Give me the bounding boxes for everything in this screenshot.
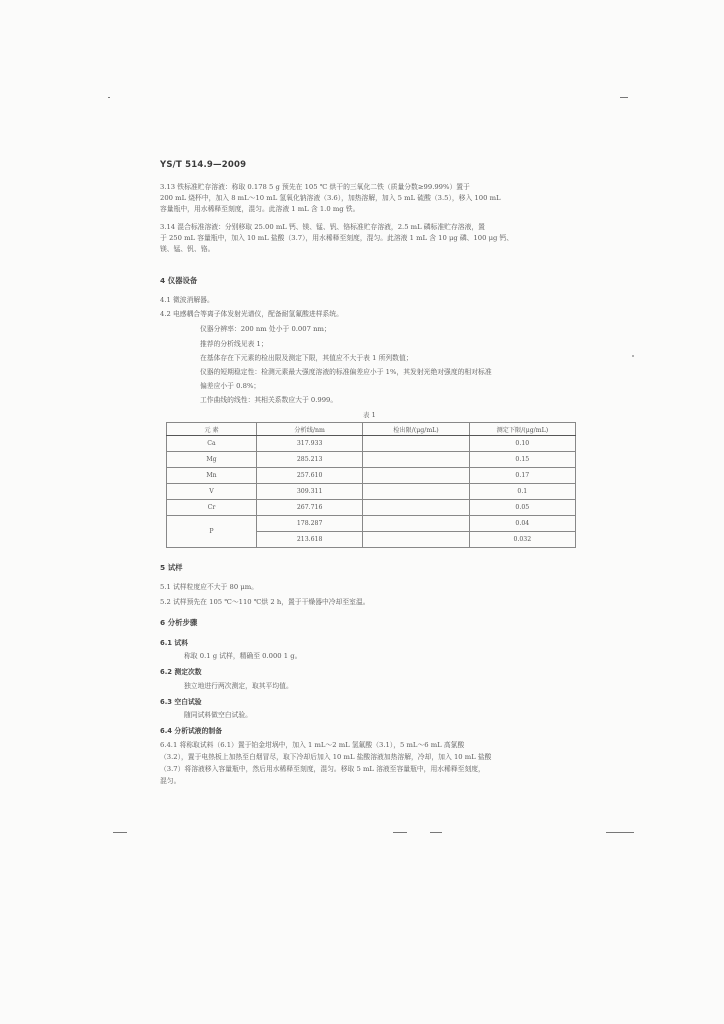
- table-cell: V: [167, 484, 257, 500]
- para-4-2: 4.2 电感耦合等离子体发射光谱仪，配备耐氢氟酸进样系统。: [160, 310, 343, 318]
- table-header-cell: 检出限/(μg/mL): [363, 423, 469, 436]
- table-cell: 0.10: [469, 436, 575, 452]
- table-cell: 0.05: [469, 500, 575, 516]
- scan-mark: [108, 97, 110, 98]
- subsection-6-2: 6.2 测定次数: [160, 668, 202, 676]
- section-5-title: 5 试样: [160, 563, 183, 572]
- scan-mark: [606, 832, 634, 833]
- table-cell: 0.04: [469, 516, 575, 532]
- para-6-4-1-line3: （3.7）将溶液移入容量瓶中，然后用水稀释至刻度，混匀。移取 5 mL 溶液至容量瓶中，用水稀释至刻度，: [160, 765, 485, 773]
- table-row: [167, 468, 576, 484]
- para-3-13-line2: 200 mL 烧杯中，加入 8 mL～10 mL 氢氧化钠溶液（3.6），加热溶解，加入 5 mL 硫酸（3.5），移入 100 mL: [160, 194, 501, 202]
- para-6-4-1-line2: （3.2），置于电热板上加热至白烟冒尽，取下冷却后加入 10 mL 盐酸溶液加热溶解，冷却，加入 10 mL 盐酸: [160, 753, 492, 761]
- scan-mark: [113, 832, 127, 833]
- table-cell: 178.287: [256, 516, 362, 532]
- table-cell: 0.032: [469, 532, 575, 548]
- para-3-14-line1: 3.14 混合标准溶液：分别移取 25.00 mL 钙、镁、锰、钒、铬标准贮存溶液，2.5 mL 磷标准贮存溶液，置: [160, 223, 485, 231]
- table-cell: [363, 468, 469, 484]
- para-6-4-1-tail: 混匀。: [160, 777, 181, 785]
- table-cell: 0.17: [469, 468, 575, 484]
- table-cell: [363, 436, 469, 452]
- table-header-cell: 分析线/nm: [256, 423, 362, 436]
- subsection-6-1: 6.1 试料: [160, 639, 189, 647]
- table-cell: Mg: [167, 452, 257, 468]
- para-6-3: 随同试料做空白试验。: [184, 711, 252, 719]
- instrument-item: 仪器分辨率：200 nm 处小于 0.007 nm；: [200, 325, 331, 333]
- para-6-4-1-line1: 6.4.1 将称取试料（6.1）置于铂金坩埚中，加入 1 mL～2 mL 氢氟酸（3.1），5 mL～6 mL 高氯酸: [160, 741, 465, 749]
- table-row: [167, 436, 576, 452]
- scan-mark: [393, 832, 407, 833]
- table-cell: 0.15: [469, 452, 575, 468]
- instrument-item: 在基体存在下元素的检出限及测定下限，其值应不大于表 1 所列数值；: [200, 354, 413, 362]
- instrument-item: 偏差应小于 0.8%；: [200, 382, 261, 390]
- table-cell: [363, 516, 469, 532]
- table-cell: Cr: [167, 500, 257, 516]
- table-cell: P: [167, 516, 257, 548]
- subsection-6-3: 6.3 空白试验: [160, 698, 202, 706]
- table-cell: 309.311: [256, 484, 362, 500]
- para-3-14-line3: 镁、锰、钒、铬。: [160, 245, 215, 253]
- table-row: [167, 484, 576, 500]
- table-cell: [363, 484, 469, 500]
- section-4-title: 4 仪器设备: [160, 276, 198, 285]
- table-cell: 0.1: [469, 484, 575, 500]
- scan-mark: [620, 97, 628, 98]
- scan-dot: [632, 355, 634, 357]
- instrument-item: 推荐的分析线见表 1；: [200, 340, 268, 348]
- section-6-title: 6 分析步骤: [160, 618, 198, 627]
- table-cell: [363, 532, 469, 548]
- table-row: [167, 500, 576, 516]
- table-cell: 257.610: [256, 468, 362, 484]
- table-cell: [363, 500, 469, 516]
- para-4-1: 4.1 微波消解器。: [160, 296, 214, 304]
- table-cell: 317.933: [256, 436, 362, 452]
- table-header-cell: 元 素: [167, 423, 257, 436]
- table-1: [166, 422, 576, 548]
- table-1-caption: 表 1: [363, 411, 376, 419]
- instrument-item: 工作曲线的线性：其相关系数应大于 0.999。: [200, 396, 338, 404]
- para-5-2: 5.2 试样预先在 105 ℃～110 ℃烘 2 h，置于干燥器中冷却至室温。: [160, 598, 370, 606]
- scan-mark: [430, 832, 442, 833]
- para-3-14-line2: 于 250 mL 容量瓶中，加入 10 mL 盐酸（3.7），用水稀释至刻度，混匀。此溶液 1 mL 含 10 μg 磷、100 μg 钙、: [160, 234, 514, 242]
- table-header-cell: 测定下限/(μg/mL): [469, 423, 575, 436]
- table-cell: 267.716: [256, 500, 362, 516]
- table-row: [167, 516, 576, 532]
- para-3-13-line1: 3.13 铁标准贮存溶液：称取 0.178 5 g 预先在 105 ℃ 烘干的三氧化二铁（质量分数≥99.99%）置于: [160, 183, 470, 191]
- table-cell: 213.618: [256, 532, 362, 548]
- para-3-13-line3: 容量瓶中，用水稀释至刻度，混匀。此溶液 1 mL 含 1.0 mg 铁。: [160, 205, 360, 213]
- table-cell: Ca: [167, 436, 257, 452]
- para-6-2: 独立地进行两次测定，取其平均值。: [184, 682, 293, 690]
- table-cell: Mn: [167, 468, 257, 484]
- doc-code-header: YS/T 514.9—2009: [160, 160, 247, 170]
- instrument-item: 仪器的短期稳定性：检测元素最大强度溶液的标准偏差应小于 1%，其发射光绝对强度的相对标准: [200, 368, 492, 376]
- subsection-6-4: 6.4 分析试液的制备: [160, 727, 222, 735]
- table-row: [167, 452, 576, 468]
- table-header-row: [167, 423, 576, 436]
- table-cell: 285.213: [256, 452, 362, 468]
- table-cell: [363, 452, 469, 468]
- para-6-1: 称取 0.1 g 试样，精确至 0.000 1 g。: [184, 652, 302, 660]
- para-5-1: 5.1 试样粒度应不大于 80 μm。: [160, 583, 258, 591]
